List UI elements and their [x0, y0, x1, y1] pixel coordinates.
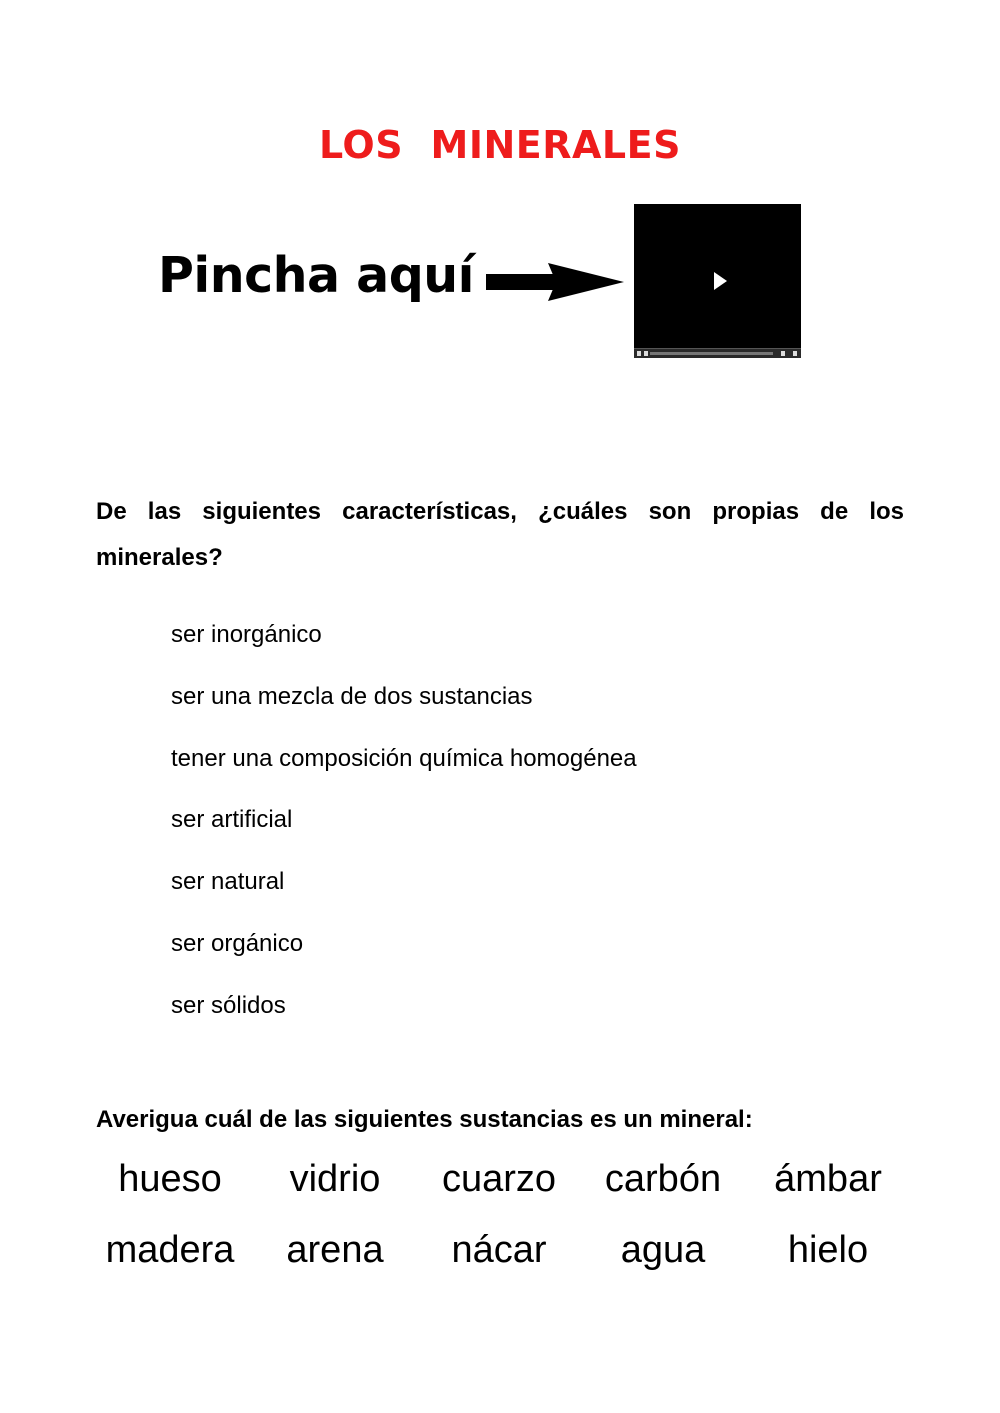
- play-icon[interactable]: [710, 268, 730, 294]
- options-list: [171, 617, 637, 1050]
- word-option[interactable]: ámbar: [774, 1158, 882, 1200]
- option-item[interactable]: ser inorgánico: [171, 621, 322, 648]
- video-controls[interactable]: [634, 348, 801, 358]
- option-item[interactable]: ser natural: [171, 868, 285, 896]
- option-item[interactable]: tener una composición química homogénea: [171, 744, 637, 772]
- option-item[interactable]: ser sólidos: [171, 991, 286, 1019]
- fullscreen-icon[interactable]: [793, 351, 797, 356]
- word-option[interactable]: hielo: [787, 1229, 869, 1271]
- arrow-right-icon: [486, 260, 626, 304]
- option-item[interactable]: ser artificial: [171, 806, 293, 834]
- word-option[interactable]: hueso: [118, 1158, 222, 1200]
- play-control-icon[interactable]: [637, 351, 641, 356]
- video-progress-track[interactable]: [650, 352, 773, 355]
- word-option[interactable]: nácar: [451, 1229, 547, 1271]
- word-option[interactable]: arena: [286, 1229, 384, 1271]
- word-option[interactable]: agua: [620, 1229, 706, 1271]
- page-title: LOS MINERALES: [319, 123, 681, 168]
- word-option[interactable]: vidrio: [289, 1158, 381, 1200]
- word-option[interactable]: cuarzo: [441, 1158, 557, 1200]
- word-option[interactable]: madera: [105, 1229, 235, 1271]
- word-option[interactable]: carbón: [604, 1158, 722, 1200]
- video-player[interactable]: [634, 204, 801, 358]
- stop-control-icon[interactable]: [644, 351, 648, 356]
- option-item[interactable]: ser orgánico: [171, 929, 304, 957]
- question-2-text: Averigua cuál de las siguientes sustancias es un mineral:: [96, 1106, 753, 1133]
- option-item[interactable]: ser una mezcla de dos sustancias: [171, 682, 533, 710]
- video-link-label[interactable]: Pincha aquí: [158, 247, 474, 304]
- question-1-text: De las siguientes características, ¿cuáles son propias de los minerales?: [96, 498, 904, 571]
- volume-icon[interactable]: [781, 351, 785, 356]
